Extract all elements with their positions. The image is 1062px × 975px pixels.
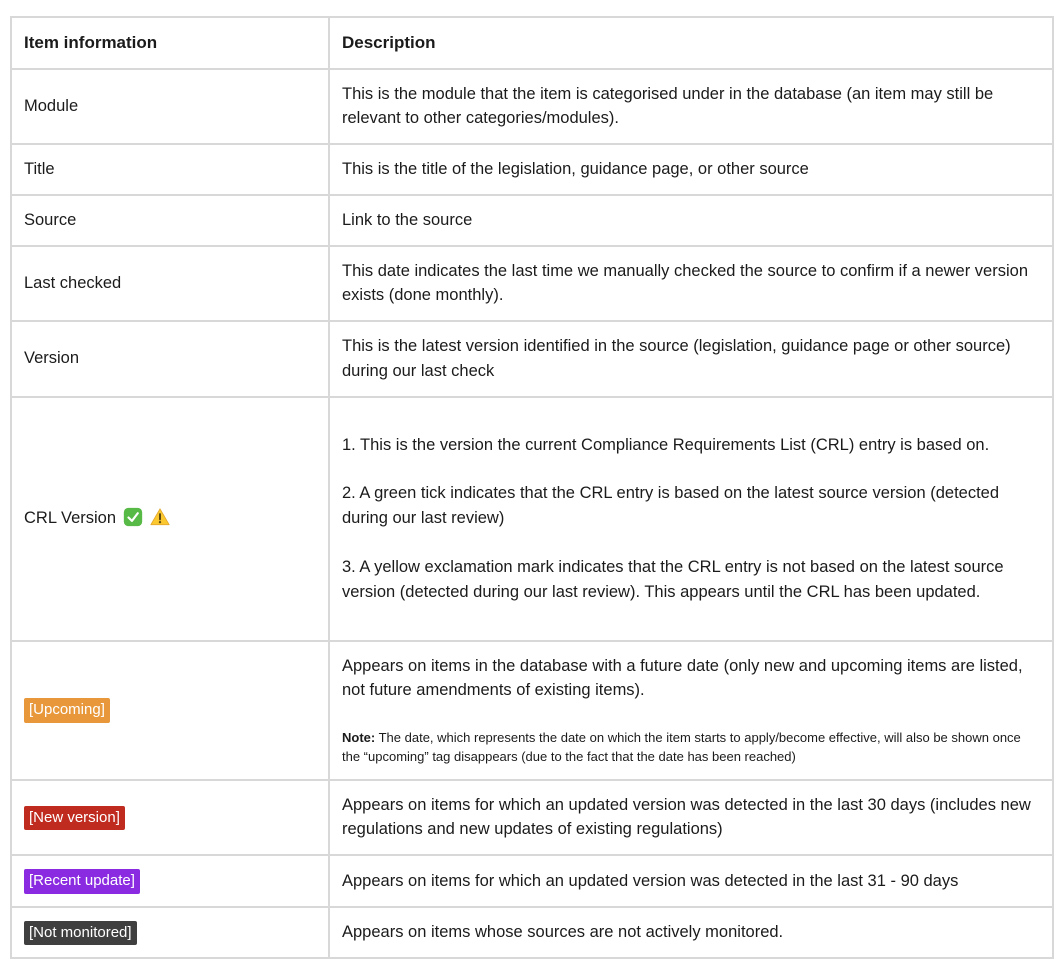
item-label-crl-version (11, 397, 329, 641)
description-upcoming (329, 641, 1053, 780)
description-title: This is the title of the legislation, guidance page, or other source (329, 144, 1053, 195)
description-last-checked: This date indicates the last time we manually checked the source to confirm if a newer version exists (done monthly). (329, 246, 1053, 322)
green-check-icon (123, 507, 143, 527)
table-row-module (11, 69, 1053, 145)
page (0, 16, 1062, 959)
upcoming-tag: [Upcoming] (24, 698, 110, 723)
table-row-recent-update (11, 855, 1053, 907)
new-version-tag: [New version] (24, 806, 125, 831)
crl-paragraph-2: 2. A green tick indicates that the CRL entry is based on the latest source version (detected during our last review) (342, 484, 1000, 528)
column-header-item-information: Item information (11, 17, 329, 69)
description-module: This is the module that the item is categorised under in the database (an item may still be relevant to other categories/modules). (329, 69, 1053, 145)
description-crl-version (329, 397, 1053, 641)
crl-paragraph-3: 3. A yellow exclamation mark indicates that the CRL entry is not based on the latest source version (detected during our last review). This appears until the CRL has been updated. (342, 557, 1004, 601)
description-source: Link to the source (329, 195, 1053, 246)
item-cell-upcoming (11, 641, 329, 780)
header-row (11, 17, 1053, 69)
table-row-version (11, 321, 1053, 397)
item-cell-recent-update (11, 855, 329, 907)
note-text: The date, which represents the date on which the item starts to apply/become effective, will also be shown once the “upcoming” tag disappears (due to the fact that the date has been reached) (342, 730, 1021, 764)
column-header-description: Description (329, 17, 1053, 69)
table-row-title (11, 144, 1053, 195)
item-label-last-checked: Last checked (11, 246, 329, 322)
table-row-new-version (11, 780, 1053, 856)
warning-icon (150, 507, 170, 527)
item-label-version: Version (11, 321, 329, 397)
description-not-monitored: Appears on items whose sources are not actively monitored. (329, 907, 1053, 959)
recent-update-tag: [Recent update] (24, 869, 140, 894)
item-cell-new-version (11, 780, 329, 856)
upcoming-description: Appears on items in the database with a future date (only new and upcoming items are listed, not future amendments of existing items). (342, 656, 1023, 700)
crl-paragraph-1: 1. This is the version the current Compliance Requirements List (CRL) entry is based on. (342, 435, 990, 454)
description-new-version: Appears on items for which an updated version was detected in the last 30 days (includes new regulations and new updates of existing regulations) (329, 780, 1053, 856)
table-row-crl-version (11, 397, 1053, 641)
upcoming-note (342, 729, 1040, 767)
item-label-source: Source (11, 195, 329, 246)
table-row-last-checked (11, 246, 1053, 322)
item-information-table (10, 16, 1054, 959)
item-cell-not-monitored (11, 907, 329, 959)
description-version: This is the latest version identified in the source (legislation, guidance page or other source) during our last check (329, 321, 1053, 397)
table-row-not-monitored (11, 907, 1053, 959)
item-label-module: Module (11, 69, 329, 145)
not-monitored-tag: [Not monitored] (24, 921, 137, 946)
description-recent-update: Appears on items for which an updated version was detected in the last 31 - 90 days (329, 855, 1053, 907)
table-row-upcoming (11, 641, 1053, 780)
item-label-title: Title (11, 144, 329, 195)
crl-version-label: CRL Version (24, 509, 117, 528)
note-label: Note: (342, 730, 376, 745)
table-row-source (11, 195, 1053, 246)
